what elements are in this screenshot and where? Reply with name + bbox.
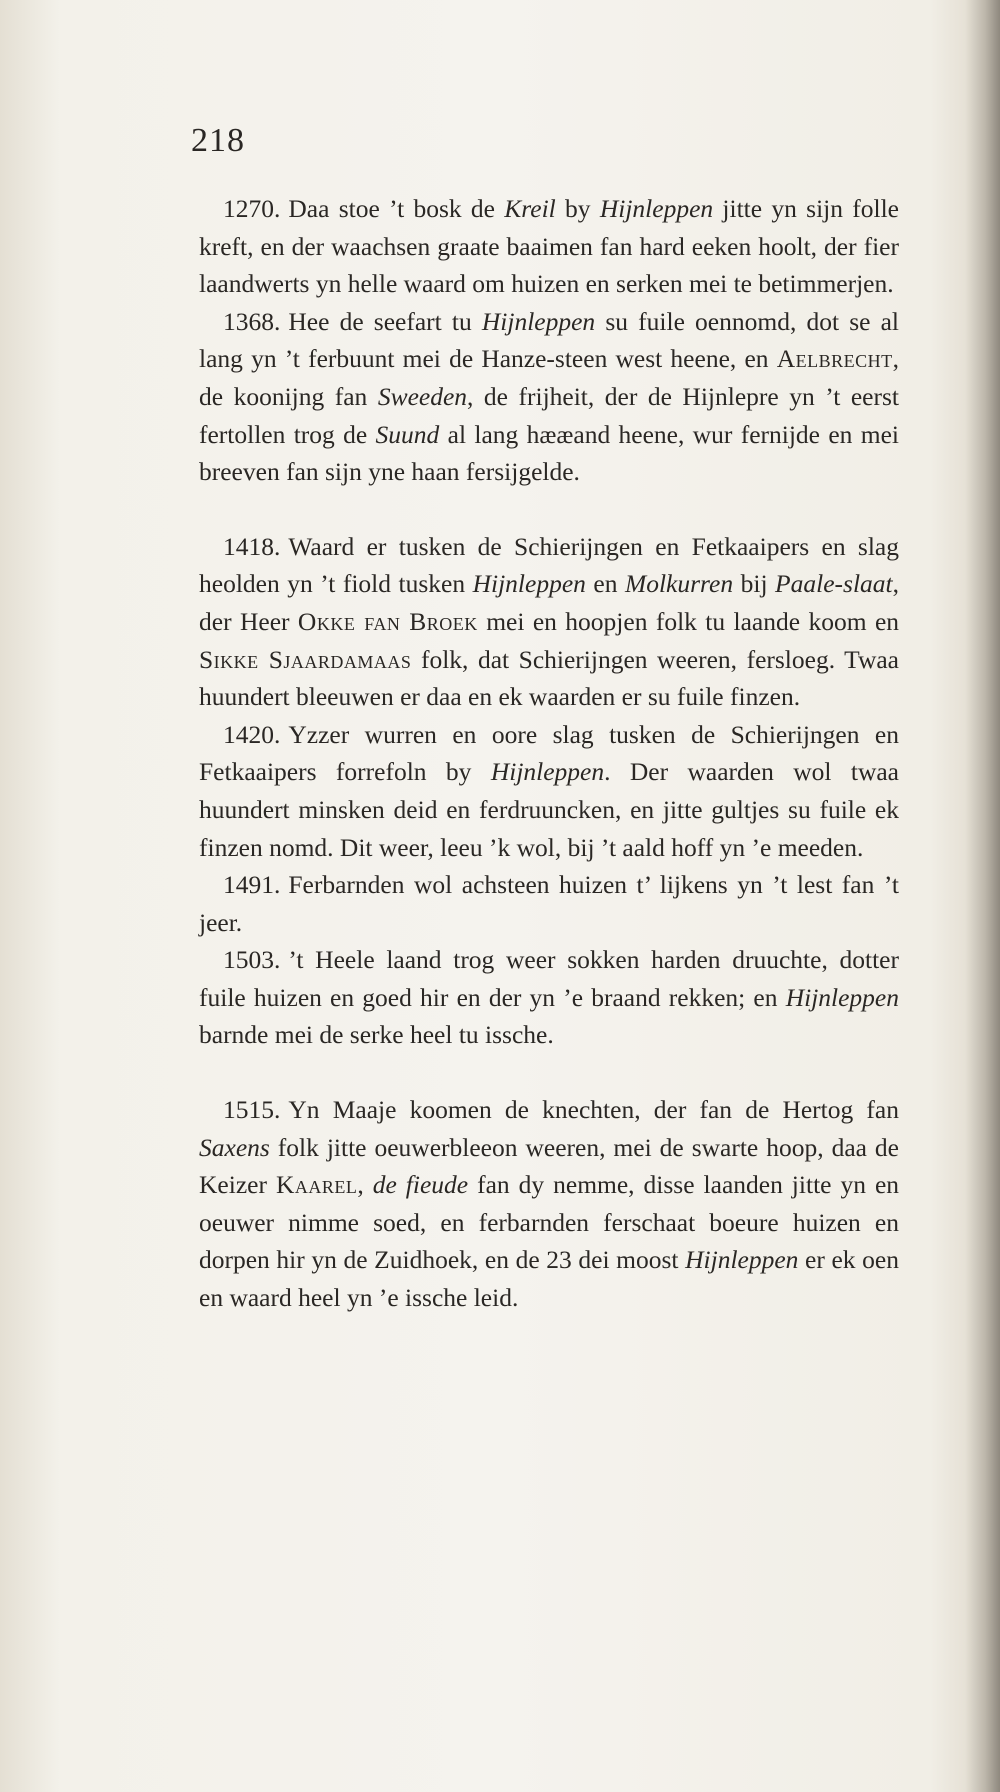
italic-name: Hijnleppen: [685, 1245, 799, 1275]
italic-name: Molkurren: [624, 569, 734, 599]
entry-year: 1491.: [223, 870, 281, 900]
entry-year: 1420.: [223, 719, 281, 749]
text-run: , der Heer: [199, 569, 899, 636]
chronicle-entry: [199, 303, 899, 491]
italic-name: Suund: [375, 419, 440, 449]
italic-name: Kreil: [504, 194, 556, 223]
text-run: Waard er tusken de Schierijngen en Fetkaaipers en slag heolden yn ’t fiold tusken: [199, 531, 899, 599]
italic-name: Hijnleppen: [785, 982, 899, 1012]
chronicle-entry: [199, 190, 899, 303]
text-run: Hee de seefart tu: [288, 306, 482, 336]
text-run: mei en hoopjen folk tu laande koom en: [477, 606, 900, 636]
text-run: jitte yn sijn folle kreft, en der waachsen graate baaimen fan hard eeken hoolt, der fier laandwerts yn helle waard om huizen en serken mei te betimmerjen.: [199, 194, 899, 299]
italic-name: Hijnleppen: [481, 306, 596, 336]
entry-year: 1515.: [223, 1095, 281, 1125]
small-caps-name: Okke fan Broek: [297, 606, 478, 636]
chronicle-text: [199, 190, 899, 1317]
text-run: folk jitte oeuwerbleeon weeren, mei de swarte hoop, daa de Keizer: [199, 1132, 899, 1200]
text-run: en: [585, 569, 625, 599]
text-run: Yn Maaje koomen de knechten, der fan de Hertog fan: [288, 1095, 899, 1125]
entry-year: 1503.: [223, 945, 281, 975]
italic-name: Sweeden: [377, 381, 468, 411]
chronicle-entry: [199, 1091, 899, 1317]
text-run: ’t Heele laand trog weer sokken harden druuchte, dotter fuile huizen en goed hir en der yn ’e braand rekken; en: [199, 945, 899, 1012]
text-run: barnde mei de serke heel tu issche.: [199, 1020, 554, 1050]
text-run: Daa stoe ’t bosk de: [288, 194, 505, 223]
small-caps-name: Kaarel: [275, 1170, 358, 1200]
small-caps-name: Aelbrecht: [776, 344, 893, 374]
text-run: folk, dat Schierijngen weeren, fersloeg. Twaa huundert bleeuwen er daa en ek waarden er su fuile finzen.: [199, 644, 899, 712]
text-run: er ek oen en waard heel yn ’e issche leid.: [199, 1245, 899, 1313]
entry-year: 1418.: [223, 531, 281, 561]
text-run: , de frijheit, der de Hijnlepre yn ’t eerst fertollen trog de: [199, 381, 899, 449]
entry-year: 1270.: [223, 194, 281, 223]
chronicle-entry: [199, 941, 899, 1054]
chronicle-entry: [199, 716, 899, 866]
italic-name: Paale-slaat: [775, 569, 893, 599]
entry-year: 1368.: [223, 306, 281, 336]
text-run: bij: [733, 569, 776, 599]
italic-name: Hijnleppen: [490, 757, 605, 787]
chronicle-entry: [199, 528, 899, 716]
italic-name: Hijnleppen: [599, 194, 714, 223]
text-run: , de koonijng fan: [199, 344, 899, 411]
italic-name: Saxens: [199, 1132, 270, 1162]
small-caps-name: Sikke Sjaardamaas: [199, 644, 412, 674]
text-run: . Der waarden wol twaa huundert minsken deid en ferdruuncken, en jitte gultjes su fuile ek finzen nomd. Dit weer, leeu ’k wol, bij ’t aald hoff yn ’e meeden.: [199, 757, 899, 862]
italic-name: de fieude: [372, 1170, 469, 1200]
text-run: su fuile oennomd, dot se al lang yn ’t ferbuunt mei de Hanze-steen west heene, en: [199, 306, 899, 374]
italic-name: Hijnleppen: [472, 569, 586, 599]
text-run: al lang hææand heene, wur fernijde en mei breeven fan sijn yne haan fersijgelde.: [199, 419, 899, 487]
text-run: fan dy nemme, disse laanden jitte yn en oeuwer nimme soed, en ferbarnden ferschaat boeure huizen en dorpen hir yn de Zuidhoek, en de 23 dei moost: [199, 1170, 900, 1275]
page-number: 218: [191, 122, 245, 159]
text-run: Ferbarnden wol achsteen huizen t’ lijkens yn ’t lest fan ’t jeer.: [199, 870, 899, 937]
text-run: ,: [357, 1170, 373, 1200]
text-run: by: [555, 194, 600, 223]
chronicle-entry: [199, 866, 899, 941]
text-run: Yzzer wurren en oore slag tusken de Schierijngen en Fetkaaipers forrefoln by: [199, 719, 899, 787]
